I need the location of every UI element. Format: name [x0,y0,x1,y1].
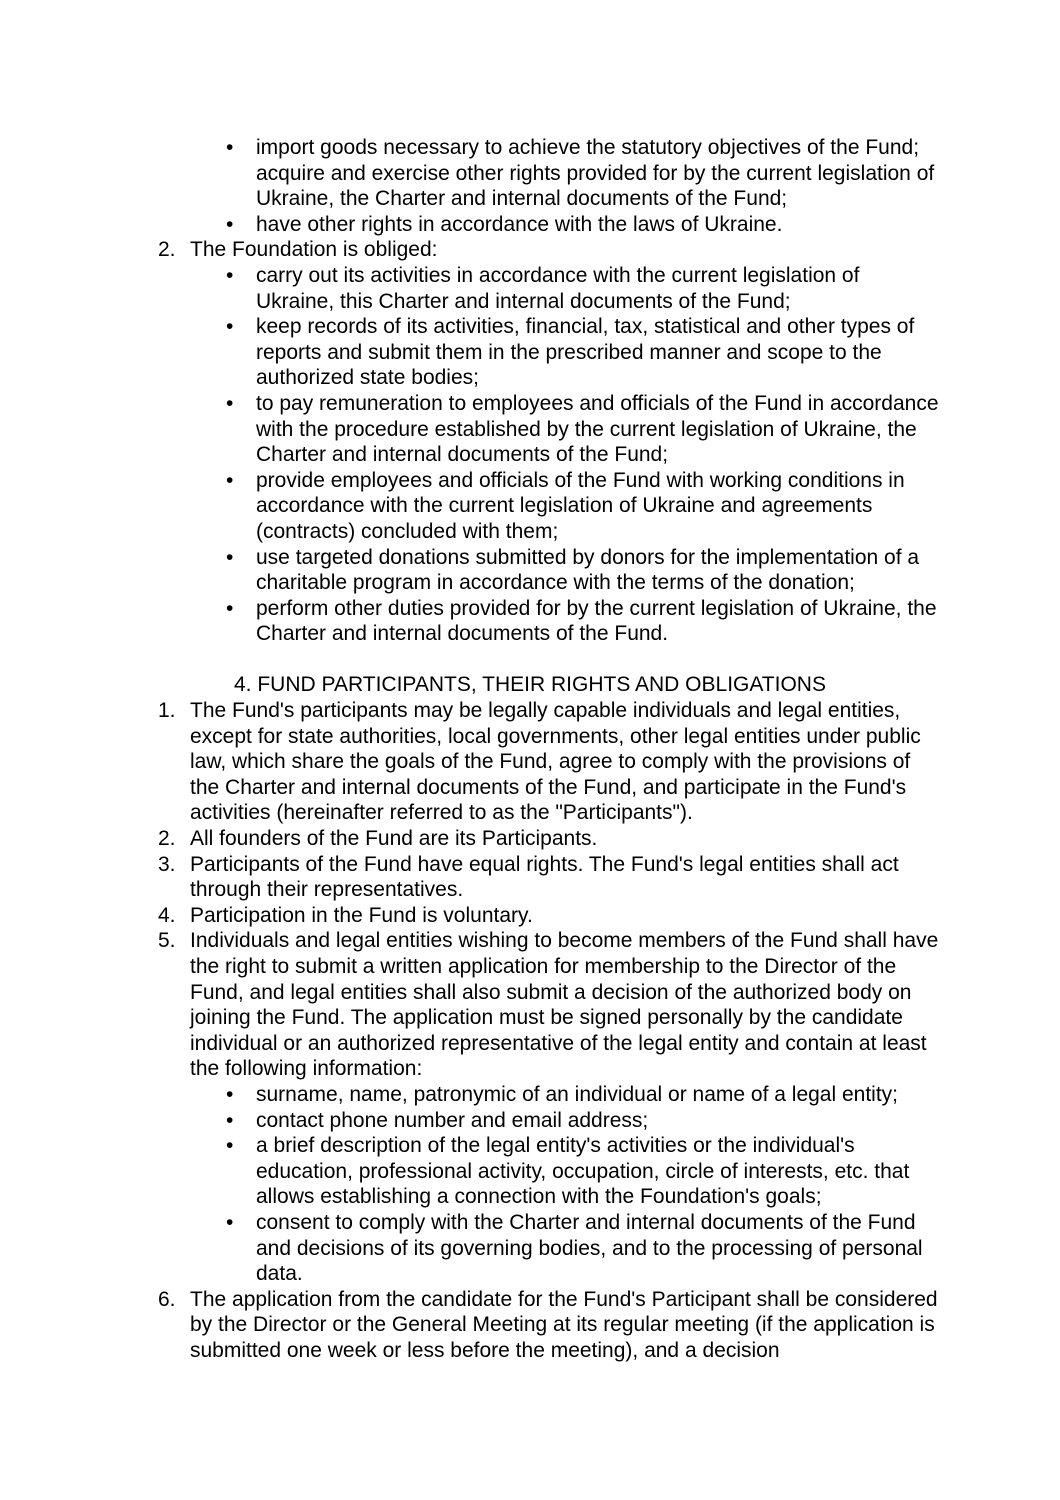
item-text: The application from the candidate for the Fund's Participant shall be considered by the Director or the General Meeting at its regular meeting (if the application is submitted one week or less before the meeting), and a decision [190,1287,938,1362]
bullet-text: use targeted donations submitted by donors for the implementation of a charitable program in accordance with the terms of the donation; [256,545,920,595]
item-number: 2. [158,827,176,851]
item-number: 2. [158,238,176,262]
bullet-text: perform other duties provided for by the current legislation of Ukraine, the Charter and internal documents of the Fund. [256,596,937,646]
bullet-text: carry out its activities in accordance with the current legislation of Ukraine, this Charter and internal documents of the Fund; [256,263,860,313]
section-heading: 4. FUND PARTICIPANTS, THEIR RIGHTS AND OBLIGATIONS [234,673,826,697]
bullet-text: surname, name, patronymic of an individual or name of a legal entity; [256,1082,899,1106]
item-text: All founders of the Fund are its Participants. [190,827,598,851]
bullet-text: consent to comply with the Charter and internal documents of the Fund and decisions of its governing bodies, and to the processing of personal data. [256,1210,923,1286]
bullet-icon: • [226,1134,234,1158]
list-item [158,391,940,468]
bullet-icon: • [226,212,234,236]
bullet-text: keep records of its activities, financial, tax, statistical and other types of reports and submit them in the prescribed manner and scope to the authorized state bodies; [256,315,915,390]
list-item [158,1133,940,1210]
bullet-text: a brief description of the legal entity's activities or the individual's education, professional activity, occupation, circle of interests, etc. that allows establishing a connection with the Foundation's goals; [256,1134,910,1209]
fund-obligations-bullet-list [158,263,940,647]
item-number: 3. [158,852,176,876]
bullet-icon: • [226,315,234,339]
list-item [158,263,940,314]
list-item [158,545,940,596]
item-text: Participants of the Fund have equal rights. The Fund's legal entities shall act through their representatives. [190,852,899,902]
list-item [158,212,940,238]
bullet-text: have other rights in accordance with the laws of Ukraine. [256,212,783,236]
application-info-bullet-list [158,1082,940,1287]
numbered-item-2 [158,826,940,852]
bullet-icon: • [226,468,234,492]
numbered-item-3 [158,852,940,903]
item-number: 6. [158,1287,176,1311]
bullet-icon: • [226,136,234,159]
fund-rights-bullet-list [158,135,940,237]
item-number: 1. [158,699,176,723]
list-item [158,314,940,391]
bullet-icon: • [226,1082,234,1106]
bullet-icon: • [226,1108,234,1132]
bullet-text: import goods necessary to achieve the statutory objectives of the Fund; acquire and exercise other rights provided for by the current legislation of Ukraine, the Charter and internal documents of the Fund; [256,136,935,211]
list-item [158,1082,940,1108]
item-text: The Foundation is obliged: [190,238,438,262]
item-text: Individuals and legal entities wishing to become members of the Fund shall have the right to submit a written application for membership to the Director of the Fund, and legal entities shall also submit a decision of the authorized body on joining the Fund. The application must be signed personally by the candidate individual or an authorized representative of the legal entity and contain at least the following information: [190,929,939,1081]
numbered-item-obligations [158,237,940,263]
bullet-icon: • [226,263,234,287]
bullet-icon: • [226,596,234,620]
bullet-icon: • [226,1210,234,1234]
list-item [158,596,940,647]
list-item [158,135,940,212]
numbered-item-5 [158,928,940,1082]
numbered-item-4 [158,903,940,929]
list-item [158,468,940,545]
item-text: The Fund's participants may be legally capable individuals and legal entities, except for state authorities, local governments, other legal entities under public law, which share the goals of the Fund, agree to comply with the provisions of the Charter and internal documents of the Fund, and participate in the Fund's activities (hereinafter referred to as the "Participants"). [190,699,921,825]
bullet-text: to pay remuneration to employees and officials of the Fund in accordance with the procedure established by the current legislation of Ukraine, the Charter and internal documents of the Fund; [256,391,939,467]
numbered-item-1 [158,698,940,826]
item-number: 5. [158,929,176,953]
item-text: Participation in the Fund is voluntary. [190,903,533,927]
bullet-text: provide employees and officials of the Fund with working conditions in accordance with the current legislation of Ukraine and agreements (contracts) concluded with them; [256,468,905,543]
list-item [158,1108,940,1134]
item-number: 4. [158,903,176,927]
list-item [158,1210,940,1287]
numbered-item-6 [158,1287,940,1364]
bullet-icon: • [226,391,234,415]
bullet-icon: • [226,545,234,569]
bullet-text: contact phone number and email address; [256,1108,649,1132]
